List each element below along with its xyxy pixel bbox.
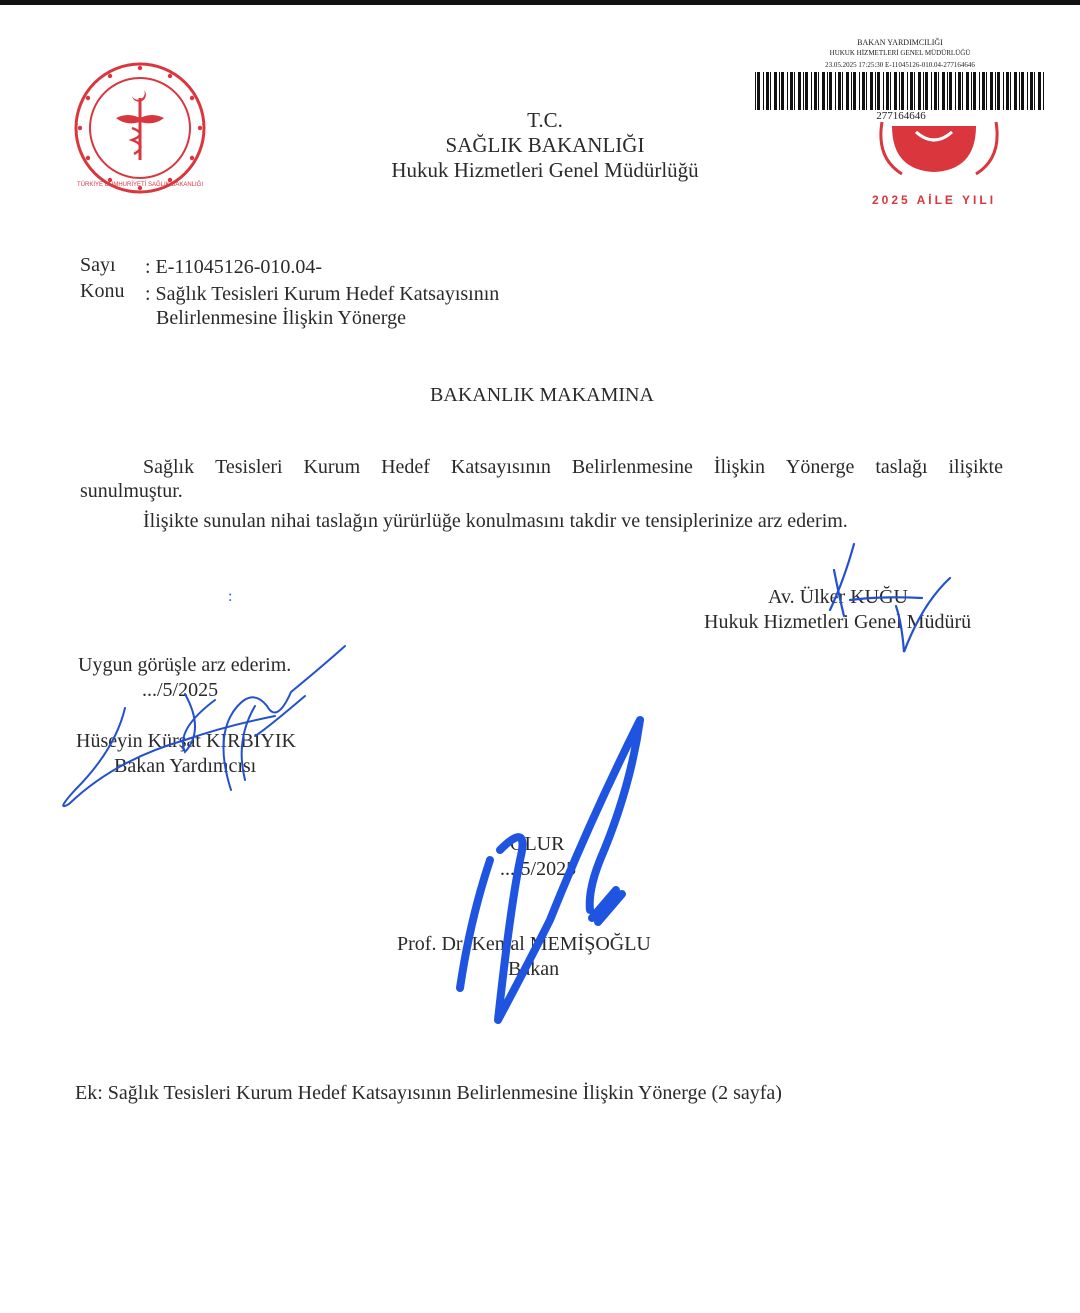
barcode-bar xyxy=(822,72,825,110)
deputy-name: Hüseyin Kürşat KIRBIYIK xyxy=(76,730,296,752)
barcode-bar xyxy=(811,72,812,110)
barcode-bar xyxy=(910,72,913,110)
barcode-bar xyxy=(757,72,760,110)
barcode-bar xyxy=(997,72,1000,110)
barcode-bar xyxy=(781,72,784,110)
paragraph-word: Kurum xyxy=(303,456,361,478)
barcode-bar xyxy=(947,72,948,110)
barcode-bar xyxy=(901,72,904,110)
paragraph-word: ilişikte xyxy=(948,456,1003,478)
svg-text:TÜRKİYE CUMHURİYETİ SAĞLIK BAK: TÜRKİYE CUMHURİYETİ SAĞLIK BAKANLIĞI xyxy=(76,182,204,188)
barcode-bar xyxy=(859,72,860,110)
stamp-line-3: 23.05.2025 17:25:30 E-11045126-010.04-277164646 xyxy=(825,61,975,69)
barcode-number: 277164646 xyxy=(876,110,926,122)
barcode-bar xyxy=(814,72,817,110)
paragraph-word: Tesisleri xyxy=(215,456,283,478)
barcode-bar xyxy=(798,72,801,110)
barcode-bar xyxy=(866,72,867,110)
barcode-bar xyxy=(990,72,993,110)
paragraph-word: taslağı xyxy=(875,456,928,478)
barcode-bar xyxy=(995,72,996,110)
barcode-bar xyxy=(794,72,795,110)
body-paragraph-1-line-2: sunulmuştur. xyxy=(80,480,183,502)
barcode-bar xyxy=(870,72,873,110)
barcode-bar xyxy=(982,72,985,110)
paragraph-word: Hedef xyxy=(381,456,430,478)
barcode-bar xyxy=(766,72,769,110)
barcode-bar xyxy=(923,72,924,110)
body-paragraph-2: İlişikte sunulan nihai taslağın yürürlüğe konulmasını takdir ve tensiplerinize arz ederim. xyxy=(143,510,848,532)
barcode-bar xyxy=(827,72,828,110)
attachment-note: Ek: Sağlık Tesisleri Kurum Hedef Katsayısının Belirlenmesine İlişkin Yönerge (2 sayfa) xyxy=(75,1082,782,1104)
barcode-bar xyxy=(875,72,876,110)
barcode-bar xyxy=(890,72,891,110)
header-directorate: Hukuk Hizmetleri Genel Müdürlüğü xyxy=(391,158,699,182)
main-signer-name: Av. Ülker KUĞU xyxy=(768,586,908,608)
barcode-bar xyxy=(886,72,889,110)
barcode-bar xyxy=(1030,72,1033,110)
barcode-bar xyxy=(894,72,897,110)
barcode-bar xyxy=(1010,72,1011,110)
sayi-label: Sayı xyxy=(80,254,116,276)
barcode-bar xyxy=(1038,72,1041,110)
barcode-bar xyxy=(942,72,945,110)
barcode-bar xyxy=(931,72,932,110)
barcode-bar xyxy=(958,72,961,110)
minister-date: .../5/2025 xyxy=(500,858,577,880)
barcode-bar xyxy=(770,72,771,110)
barcode-bar xyxy=(918,72,921,110)
barcode-bar xyxy=(829,72,832,110)
barcode-bar xyxy=(934,72,937,110)
konu-value-line2: Belirlenmesine İlişkin Yönerge xyxy=(156,307,406,329)
paragraph-word: Yönerge xyxy=(785,456,855,478)
minister-signature xyxy=(440,710,660,1030)
barcode-bar xyxy=(842,72,843,110)
header-tc: T.C. xyxy=(527,108,563,132)
barcode-bar xyxy=(838,72,841,110)
barcode-bar xyxy=(1003,72,1004,110)
main-signer-title: Hukuk Hizmetleri Genel Müdürü xyxy=(704,611,972,633)
barcode-bar xyxy=(986,72,987,110)
barcode-bar xyxy=(774,72,777,110)
barcode-bar xyxy=(877,72,880,110)
barcode-bar xyxy=(1043,72,1044,110)
barcode-bar xyxy=(805,72,808,110)
barcode xyxy=(755,72,1047,110)
barcode-bar xyxy=(979,72,980,110)
barcode-bar xyxy=(862,72,865,110)
barcode-bar xyxy=(1034,72,1035,110)
barcode-bar xyxy=(914,72,915,110)
barcode-bar xyxy=(1021,72,1024,110)
paragraph-word: Sağlık xyxy=(143,456,195,478)
deputy-note: Uygun görüşle arz ederim. xyxy=(78,654,292,676)
top-border xyxy=(0,0,1080,5)
minister-olur: OLUR xyxy=(510,833,565,855)
barcode-bar xyxy=(938,72,939,110)
barcode-bar xyxy=(966,72,969,110)
konu-value-line1: : Sağlık Tesisleri Kurum Hedef Katsayısının xyxy=(145,283,500,305)
barcode-bar xyxy=(1019,72,1020,110)
barcode-bar xyxy=(925,72,928,110)
barcode-bar xyxy=(1006,72,1009,110)
stamp-line-1: BAKAN YARDIMCILIĞI xyxy=(857,38,943,47)
barcode-bar xyxy=(763,72,764,110)
minister-title: Bakan xyxy=(508,958,560,980)
barcode-bar xyxy=(907,72,908,110)
deputy-signature xyxy=(55,640,355,815)
barcode-bar xyxy=(851,72,852,110)
barcode-bar xyxy=(818,72,819,110)
barcode-bar xyxy=(883,72,884,110)
barcode-bar xyxy=(803,72,804,110)
konu-label: Konu xyxy=(80,280,125,302)
paragraph-word: Katsayısının xyxy=(450,456,551,478)
main-signature xyxy=(800,540,960,660)
header-ministry: SAĞLIK BAKANLIĞI xyxy=(445,133,645,157)
family-year-logo xyxy=(872,118,1006,210)
ministry-logo xyxy=(70,60,210,196)
barcode-bar xyxy=(949,72,952,110)
barcode-bar xyxy=(787,72,788,110)
barcode-bar xyxy=(846,72,849,110)
minister-name: Prof. Dr. Kemal MEMİŞOĞLU xyxy=(397,933,651,955)
barcode-bar xyxy=(1027,72,1028,110)
barcode-bar xyxy=(835,72,836,110)
sayi-value: : E-11045126-010.04- xyxy=(145,256,323,278)
ink-dot: : xyxy=(228,588,233,605)
paragraph-word: İlişkin xyxy=(713,456,765,478)
barcode-bar xyxy=(853,72,856,110)
barcode-bar xyxy=(971,72,972,110)
barcode-bar xyxy=(962,72,963,110)
barcode-bar xyxy=(755,72,756,110)
barcode-bar xyxy=(955,72,956,110)
deputy-title: Bakan Yardımcısı xyxy=(114,755,257,777)
deputy-date: .../5/2025 xyxy=(142,679,219,701)
barcode-bar xyxy=(1014,72,1017,110)
paragraph-word: Belirlenmesine xyxy=(571,456,693,478)
addressee: BAKANLIK MAKAMINA xyxy=(430,384,654,406)
stamp-line-2: HUKUK HİZMETLERİ GENEL MÜDÜRLÜĞÜ xyxy=(829,49,971,57)
barcode-bar xyxy=(973,72,976,110)
body-paragraph-1-line-1 xyxy=(143,456,1003,479)
barcode-bar xyxy=(790,72,793,110)
svg-text:2025 AİLE YILI: 2025 AİLE YILI xyxy=(872,193,997,207)
barcode-bar xyxy=(899,72,900,110)
barcode-bar xyxy=(779,72,780,110)
